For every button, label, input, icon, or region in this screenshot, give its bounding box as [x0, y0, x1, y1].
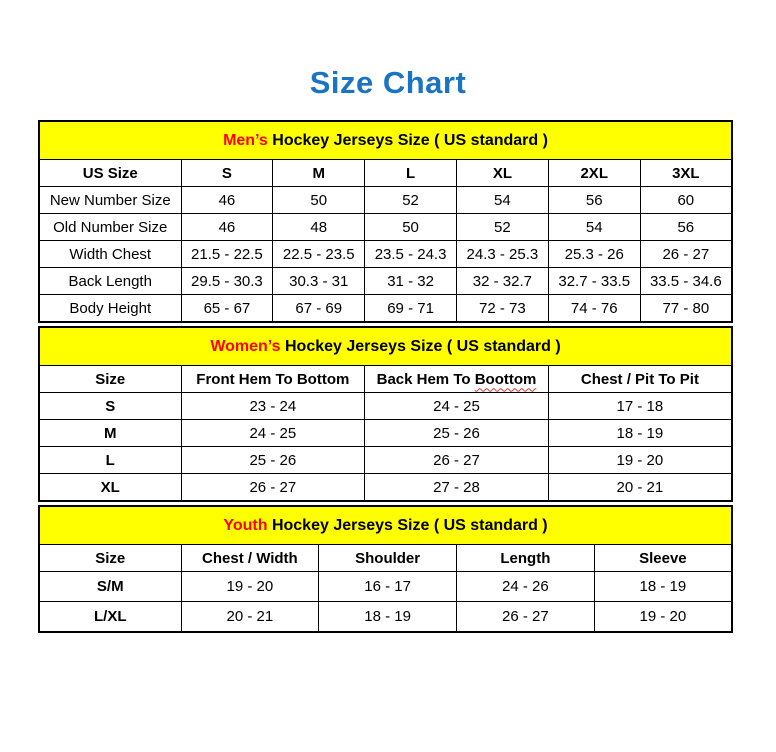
table-cell: 16 - 17 — [319, 572, 457, 602]
table-row — [39, 393, 732, 420]
youth-header-row — [39, 545, 732, 572]
column-header: M — [273, 160, 365, 187]
table-cell: 56 — [548, 187, 640, 214]
table-cell: 24 - 25 — [181, 420, 365, 447]
table-cell: 27 - 28 — [365, 474, 549, 502]
table-cell: 18 - 19 — [548, 420, 732, 447]
row-label-cell: New Number Size — [39, 187, 181, 214]
table-cell: 24 - 26 — [457, 572, 595, 602]
table-cell: 30.3 - 31 — [273, 268, 365, 295]
table-cell: 26 - 27 — [640, 241, 732, 268]
womens-section-band — [39, 327, 732, 366]
table-cell: 46 — [181, 214, 273, 241]
table-cell: 20 - 21 — [548, 474, 732, 502]
table-row — [39, 572, 732, 602]
youth-size-table — [38, 505, 733, 633]
column-header — [365, 366, 549, 393]
table-row — [39, 241, 732, 268]
row-label-cell: M — [39, 420, 181, 447]
column-header: XL — [456, 160, 548, 187]
size-chart — [38, 120, 733, 633]
column-header: Front Hem To Bottom — [181, 366, 365, 393]
column-header: Length — [457, 545, 595, 572]
row-label-cell: Width Chest — [39, 241, 181, 268]
table-cell: 74 - 76 — [548, 295, 640, 323]
column-header: 2XL — [548, 160, 640, 187]
table-cell: 52 — [365, 187, 457, 214]
table-cell: 67 - 69 — [273, 295, 365, 323]
column-header: Size — [39, 366, 181, 393]
table-cell: 26 - 27 — [365, 447, 549, 474]
youth-band-rest: Hockey Jerseys Size ( US standard ) — [267, 516, 548, 534]
table-cell: 32 - 32.7 — [456, 268, 548, 295]
table-cell: 50 — [365, 214, 457, 241]
table-cell: 22.5 - 23.5 — [273, 241, 365, 268]
youth-section-band — [39, 506, 732, 545]
table-cell: 25 - 26 — [181, 447, 365, 474]
column-header: L — [365, 160, 457, 187]
table-cell: 21.5 - 22.5 — [181, 241, 273, 268]
column-header: Size — [39, 545, 181, 572]
table-row — [39, 447, 732, 474]
table-cell: 24 - 25 — [365, 393, 549, 420]
table-cell: 50 — [273, 187, 365, 214]
table-cell: 19 - 20 — [181, 572, 319, 602]
table-cell: 29.5 - 30.3 — [181, 268, 273, 295]
column-header: Shoulder — [319, 545, 457, 572]
womens-size-table — [38, 326, 733, 502]
table-cell: 52 — [456, 214, 548, 241]
table-row — [39, 295, 732, 323]
row-label-cell: L — [39, 447, 181, 474]
womens-band-rest: Hockey Jerseys Size ( US standard ) — [280, 337, 561, 355]
table-cell: 72 - 73 — [456, 295, 548, 323]
column-header: S — [181, 160, 273, 187]
table-cell: 25.3 - 26 — [548, 241, 640, 268]
table-row — [39, 474, 732, 502]
table-cell: 24.3 - 25.3 — [456, 241, 548, 268]
column-header: Sleeve — [594, 545, 732, 572]
table-cell: 33.5 - 34.6 — [640, 268, 732, 295]
table-row — [39, 420, 732, 447]
womens-band-accent: Women’s — [210, 337, 281, 355]
table-cell: 17 - 18 — [548, 393, 732, 420]
table-row — [39, 268, 732, 295]
table-cell: 19 - 20 — [594, 602, 732, 633]
mens-band-rest: Hockey Jerseys Size ( US standard ) — [267, 131, 548, 149]
table-cell: 56 — [640, 214, 732, 241]
table-cell: 48 — [273, 214, 365, 241]
table-row — [39, 214, 732, 241]
row-label-cell: XL — [39, 474, 181, 502]
table-cell: 20 - 21 — [181, 602, 319, 633]
table-cell: 54 — [548, 214, 640, 241]
womens-header-row — [39, 366, 732, 393]
table-row — [39, 602, 732, 633]
misspelled-word: Boottom — [474, 370, 537, 388]
mens-header-row — [39, 160, 732, 187]
mens-section-band — [39, 121, 732, 160]
youth-band-accent: Youth — [223, 516, 268, 534]
mens-band-accent: Men’s — [223, 131, 268, 149]
column-header: Chest / Pit To Pit — [548, 366, 732, 393]
row-label-cell: S — [39, 393, 181, 420]
page-title: Size Chart — [309, 65, 467, 100]
table-cell: 23 - 24 — [181, 393, 365, 420]
table-cell: 25 - 26 — [365, 420, 549, 447]
table-cell: 69 - 71 — [365, 295, 457, 323]
table-cell: 19 - 20 — [548, 447, 732, 474]
mens-band-title — [39, 121, 732, 160]
table-cell: 18 - 19 — [319, 602, 457, 633]
table-row — [39, 187, 732, 214]
column-header: US Size — [39, 160, 181, 187]
table-cell: 60 — [640, 187, 732, 214]
row-label-cell: L/XL — [39, 602, 181, 633]
column-header-text: Back Hem To — [376, 370, 475, 388]
mens-size-table — [38, 120, 733, 323]
table-cell: 54 — [456, 187, 548, 214]
table-cell: 23.5 - 24.3 — [365, 241, 457, 268]
table-cell: 26 - 27 — [457, 602, 595, 633]
table-cell: 26 - 27 — [181, 474, 365, 502]
table-cell: 18 - 19 — [594, 572, 732, 602]
row-label-cell: Back Length — [39, 268, 181, 295]
row-label-cell: Body Height — [39, 295, 181, 323]
youth-band-title — [39, 506, 732, 545]
column-header: Chest / Width — [181, 545, 319, 572]
table-cell: 31 - 32 — [365, 268, 457, 295]
womens-band-title — [39, 327, 732, 366]
table-cell: 77 - 80 — [640, 295, 732, 323]
table-cell: 46 — [181, 187, 273, 214]
table-cell: 65 - 67 — [181, 295, 273, 323]
row-label-cell: Old Number Size — [39, 214, 181, 241]
table-cell: 32.7 - 33.5 — [548, 268, 640, 295]
row-label-cell: S/M — [39, 572, 181, 602]
column-header: 3XL — [640, 160, 732, 187]
